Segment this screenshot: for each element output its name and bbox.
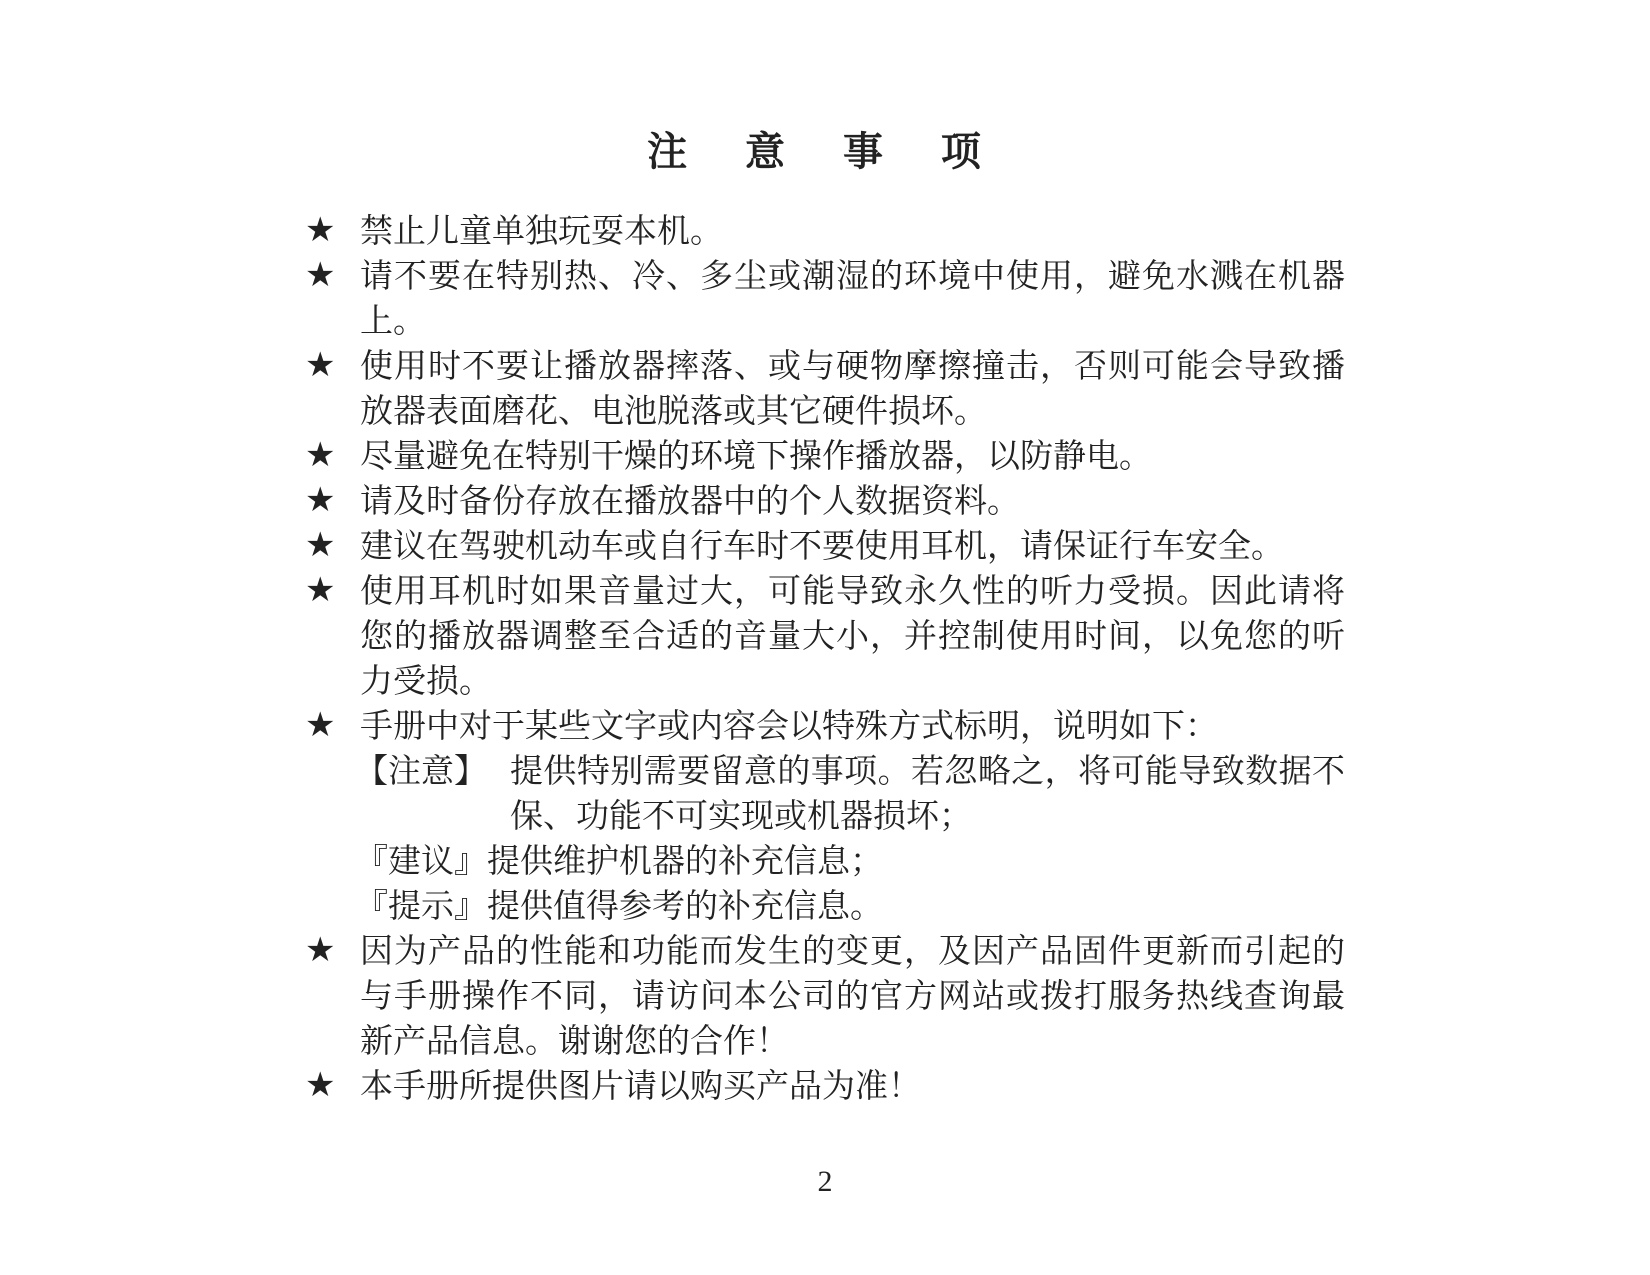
list-item bbox=[305, 1063, 1345, 1108]
list-item-text: 尽量避免在特别干燥的环境下操作播放器，以防静电。 bbox=[360, 436, 1152, 475]
page-number: 2 bbox=[817, 1165, 833, 1198]
star-bullet-icon: ★ bbox=[305, 525, 336, 565]
notice-list bbox=[305, 208, 1345, 1108]
list-item-text: 使用时不要让播放器摔落、或与硬物摩擦撞击，否则可能会导致播放器表面磨花、电池脱落或其它硬件损坏。 bbox=[360, 346, 1345, 430]
note-suggestion bbox=[355, 838, 1345, 883]
star-bullet-icon: ★ bbox=[305, 705, 336, 745]
list-item bbox=[305, 478, 1345, 523]
note-tag: 『建议』 bbox=[355, 841, 487, 880]
list-item-text: 本手册所提供图片请以购买产品为准！ bbox=[360, 1066, 921, 1105]
list-item bbox=[305, 568, 1345, 703]
list-item bbox=[305, 523, 1345, 568]
list-item bbox=[305, 208, 1345, 253]
list-item-text: 建议在驾驶机动车或自行车时不要使用耳机，请保证行车安全。 bbox=[360, 526, 1284, 565]
list-item bbox=[305, 253, 1345, 343]
star-bullet-icon: ★ bbox=[305, 570, 336, 610]
star-bullet-icon: ★ bbox=[305, 345, 336, 385]
list-item-text: 使用耳机时如果音量过大，可能导致永久性的听力受损。因此请将您的播放器调整至合适的音量大小，并控制使用时间，以免您的听力受损。 bbox=[360, 571, 1345, 700]
star-bullet-icon: ★ bbox=[305, 1065, 336, 1105]
list-item bbox=[305, 343, 1345, 433]
note-text: 提供值得参考的补充信息。 bbox=[487, 886, 883, 925]
note-text: 提供特别需要留意的事项。若忽略之，将可能导致数据不保、功能不可实现或机器损坏； bbox=[510, 751, 1345, 835]
note-tag: 『提示』 bbox=[355, 886, 487, 925]
page-title: 注 意 事 项 bbox=[647, 129, 1003, 175]
list-item-text: 因为产品的性能和功能而发生的变更，及因产品固件更新而引起的与手册操作不同，请访问本公司的官方网站或拨打服务热线查询最新产品信息。谢谢您的合作！ bbox=[360, 931, 1345, 1060]
list-item bbox=[305, 703, 1345, 748]
note-text: 提供维护机器的补充信息； bbox=[487, 841, 883, 880]
note-tag: 【注意】 bbox=[355, 751, 487, 790]
list-item-text: 请及时备份存放在播放器中的个人数据资料。 bbox=[360, 481, 1020, 520]
star-bullet-icon: ★ bbox=[305, 480, 336, 520]
note-tip bbox=[355, 883, 1345, 928]
list-item bbox=[305, 928, 1345, 1063]
star-bullet-icon: ★ bbox=[305, 930, 336, 970]
list-item-text: 请不要在特别热、冷、多尘或潮湿的环境中使用，避免水溅在机器上。 bbox=[360, 256, 1345, 340]
list-item-text: 禁止儿童单独玩耍本机。 bbox=[360, 211, 723, 250]
star-bullet-icon: ★ bbox=[305, 435, 336, 475]
star-bullet-icon: ★ bbox=[305, 210, 336, 250]
list-item-text: 手册中对于某些文字或内容会以特殊方式标明，说明如下： bbox=[360, 706, 1218, 745]
note-attention bbox=[355, 748, 1345, 838]
list-item bbox=[305, 433, 1345, 478]
star-bullet-icon: ★ bbox=[305, 255, 336, 295]
